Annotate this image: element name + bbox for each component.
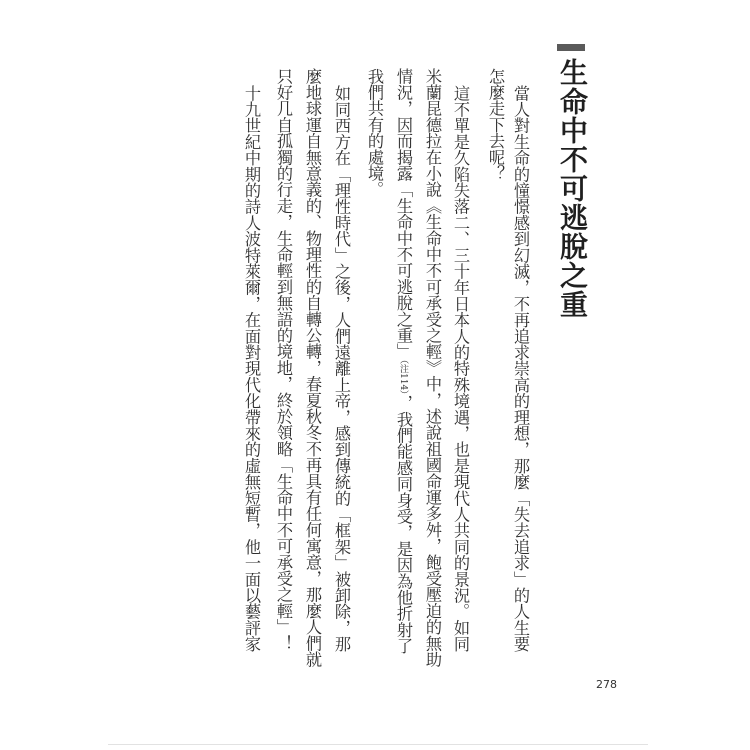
text-column-9: 只好几自孤獨的行走，生命輕到無語的境地，終於領略「生命中不可承受之輕」！ <box>274 68 293 652</box>
text-column-5-part-1: 情況，因而揭露「生命中不可逃脫之重」 <box>394 68 413 360</box>
text-column-8: 麼地球運自無意義的、物理性的自轉公轉，春夏秋冬不再具有任何寓意，那麼人們就 <box>303 68 322 668</box>
text-column-4: 米蘭昆德拉在小說《生命中不可承受之輕》中，述說祖國命運多舛，飽受壓迫的無助 <box>423 68 442 668</box>
text-column-5 <box>392 68 414 654</box>
footnote-marker: （注114） <box>398 359 408 395</box>
chapter-title: 生命中不可逃脫之重 <box>556 58 589 319</box>
text-column-6: 我們共有的處境。 <box>365 68 384 198</box>
text-column-7: 如同西方在「理性時代」之後，人們遠離上帝，感到傳統的「框架」被卸除，那 <box>332 85 351 652</box>
text-column-5-part-2: ，我們能感同身受，是因為他折射了 <box>394 394 413 654</box>
text-column-1: 當人對生命的憧憬感到幻滅，不再追求崇高的理想，那麼「失去追求」的人生要 <box>511 85 530 652</box>
text-column-3: 這不單是久陷失落二、三十年日本人的特殊境遇，也是現代人共同的景況。如同 <box>451 85 470 652</box>
bottom-divider <box>108 744 648 745</box>
page-number: 278 <box>596 678 617 691</box>
text-column-10: 十九世紀中期的詩人波特萊爾，在面對現代化帶來的虛無短暫，他一面以藝評家 <box>242 85 261 652</box>
text-column-2: 怎麼走下去呢？ <box>486 68 505 182</box>
title-accent-bar <box>557 44 585 51</box>
